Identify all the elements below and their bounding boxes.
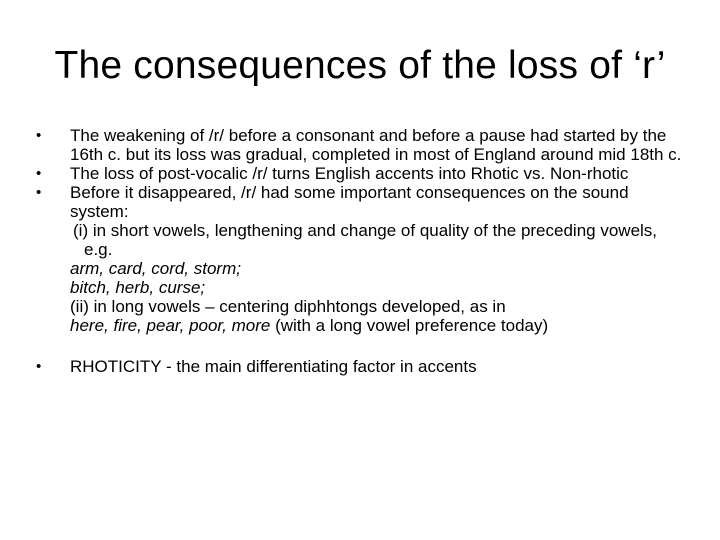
bullet-item [36,126,686,164]
bullet-dot-icon: • [36,184,42,201]
bullet-text: RHOTICITY - the main differentiating factor in accents [70,357,477,376]
bullet-dot-icon: • [36,358,42,375]
bullet-dot-icon: • [36,127,42,144]
bullet-text: The loss of post-vocalic /r/ turns English accents into Rhotic vs. Non-rhotic [70,164,629,183]
sub-point-ii: (ii) in long vowels – centering diphhtongs developed, as in [70,297,506,316]
spacer [36,335,686,357]
sub-point-i: (i) in short vowels, lengthening and change of quality of the preceding vowels, e.g. [73,221,658,259]
example-words-1: arm, card, cord, storm; [70,259,241,278]
bullet-item [36,164,686,183]
example-words-3-rest: (with a long vowel preference today) [270,316,549,335]
example-words-2: bitch, herb, curse; [70,278,206,297]
slide-body [36,126,686,376]
bullet-item [36,183,686,221]
bullet-text: Before it disappeared, /r/ had some important consequences on the sound system: [70,183,629,221]
example-words-3-italic: here, fire, pear, poor, more [70,316,271,335]
bullet-dot-icon: • [36,165,42,182]
bullet-text: The weakening of /r/ before a consonant and before a pause had started by the 16th c. but its loss was gradual, completed in most of England around mid 18th c. [70,126,682,164]
example-words-3 [36,316,686,335]
bullet-item [36,357,686,376]
slide-title: The consequences of the loss of ‘r’ [54,44,666,87]
